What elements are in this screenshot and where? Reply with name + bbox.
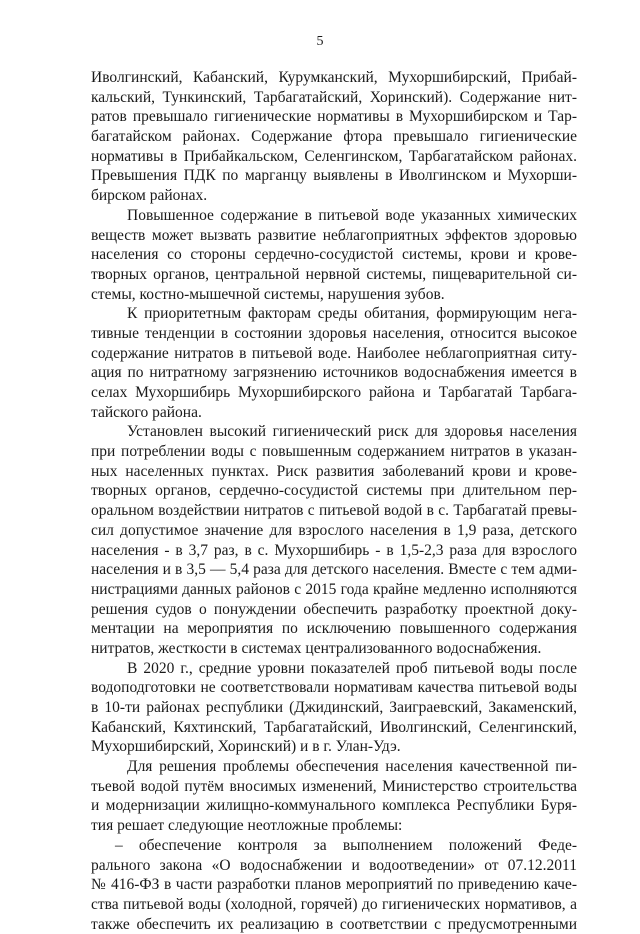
paragraph (91, 68, 577, 206)
text-line: кальский, Тункинский, Тарбагатайский, Хоринский). Содержание нит- (91, 88, 577, 106)
text-line: селах Мухоршибирь Мухоршибирского района и Тарбагатай Тарбага- (91, 384, 577, 401)
text-line: ства питьевой воды (холодной, горячей) до гигиенических нормативов, а (91, 895, 577, 913)
text-line: и модернизации жилищно-коммунального комплекса Республики Буря- (91, 797, 577, 815)
paragraph (91, 422, 577, 658)
text-line: Кабанский, Кяхтинский, Тарбагатайский, Иволгинский, Селенгинский, (91, 718, 577, 736)
text-line: Для решения проблемы обеспечения населения качественной пи- (127, 758, 577, 776)
text-line: стемы, костно-мышечной системы, нарушения зубов. (91, 285, 445, 303)
paragraph (91, 757, 577, 836)
text-line: нитратов, жесткости в системах централизованного водоснабжения. (91, 639, 542, 657)
text-line: нормативы в Прибайкальском, Селенгинском, Тарбагатайском районах. (91, 147, 577, 165)
text-line: творных органов, сердечно-сосудистой системы при длительном пер- (91, 482, 577, 500)
text-line: тия решает следующие неотложные проблемы: (91, 817, 403, 835)
text-line: творных органов, центральной нервной системы, пищеварительной си- (91, 265, 577, 283)
text-line: багатайском районах. Содержание фтора превышало гигиенические (91, 128, 577, 146)
document-body (91, 68, 577, 934)
text-line: оральном воздействии нитратов с питьевой водой в с. Тарбагатай превы- (91, 502, 577, 520)
text-line: водоподготовки не соответствовали нормативам качества питьевой воды (91, 679, 577, 697)
text-line: Превышения ПДК по марганцу выявлены в Иволгинском и Мухорши- (91, 167, 577, 185)
text-line: при потреблении воды с повышенным содержанием нитратов в указан- (91, 443, 577, 461)
text-line: ратов превышало гигиенические нормативы в Мухоршибирском и Тар- (91, 108, 577, 126)
text-line: сил допустимое значение для взрослого населения в 1,9 раза, детского (91, 521, 577, 539)
text-line: № 416-ФЗ в части разработки планов мероприятий по приведению каче- (91, 876, 577, 894)
text-line: в 10-ти районах республики (Джидинский, Заиграевский, Закаменский, (91, 699, 577, 716)
paragraph (91, 304, 577, 422)
text-line: населения и в 3,5 — 5,4 раза для детского населения. Вместе с тем адми- (91, 561, 577, 579)
text-line: ация по нитратному загрязнению источников водоснабжения имеется в (91, 364, 577, 382)
text-line: также обеспечить их реализацию в соответствии с предусмотренными (91, 915, 577, 933)
text-line: населения - в 3,7 раз, в с. Мухоршибирь - в 1,5-2,3 раза для взрослого (91, 541, 577, 559)
paragraph (91, 836, 577, 934)
text-line: ных населенных пунктах. Риск развития заболеваний крови и крове- (91, 462, 577, 480)
text-line: Иволгинский, Кабанский, Курумканский, Мухоршибирский, Прибай- (91, 69, 577, 86)
text-line: бирском районах. (91, 187, 208, 205)
text-line: решения судов о понуждении обеспечить разработку проектной доку- (91, 600, 577, 618)
text-line: рального закона «О водоснабжении и водоотведении» от 07.12.2011 (91, 856, 577, 874)
text-line: тайского района. (91, 403, 202, 421)
text-line: Мухоршибирский, Хоринский) и в г. Улан-Удэ. (91, 738, 401, 756)
text-line: нистрациями данных районов с 2015 года крайне медленно исполняются (91, 580, 577, 598)
text-line: В 2020 г., средние уровни показателей проб питьевой воды после (127, 659, 577, 677)
text-line: К приоритетным факторам среды обитания, формирующим нега- (127, 305, 577, 323)
text-line: населения со стороны сердечно-сосудистой системы, крови и крове- (91, 246, 577, 264)
text-line: Повышенное содержание в питьевой воде указанных химических (127, 206, 577, 224)
text-line: тьевой водой путём вносимых изменений, Министерство строительства (91, 777, 577, 795)
text-line: тивные тенденции в состоянии здоровья населения, относится высокое (91, 324, 577, 342)
paragraph (91, 659, 577, 757)
page-number: 5 (316, 34, 324, 49)
paragraph (91, 206, 577, 304)
text-line: – обеспечение контроля за выполнением положений Федe- (115, 836, 577, 854)
text-line: веществ может вызвать развитие неблагоприятных эффектов здоровью (91, 226, 577, 244)
text-line: Установлен высокий гигиенический риск для здоровья населения (127, 423, 577, 441)
text-line: содержание нитратов в питьевой воде. Наиболее неблагоприятная ситу- (91, 344, 577, 362)
text-line: ментации на мероприятия по исключению повышенного содержания (91, 620, 577, 638)
